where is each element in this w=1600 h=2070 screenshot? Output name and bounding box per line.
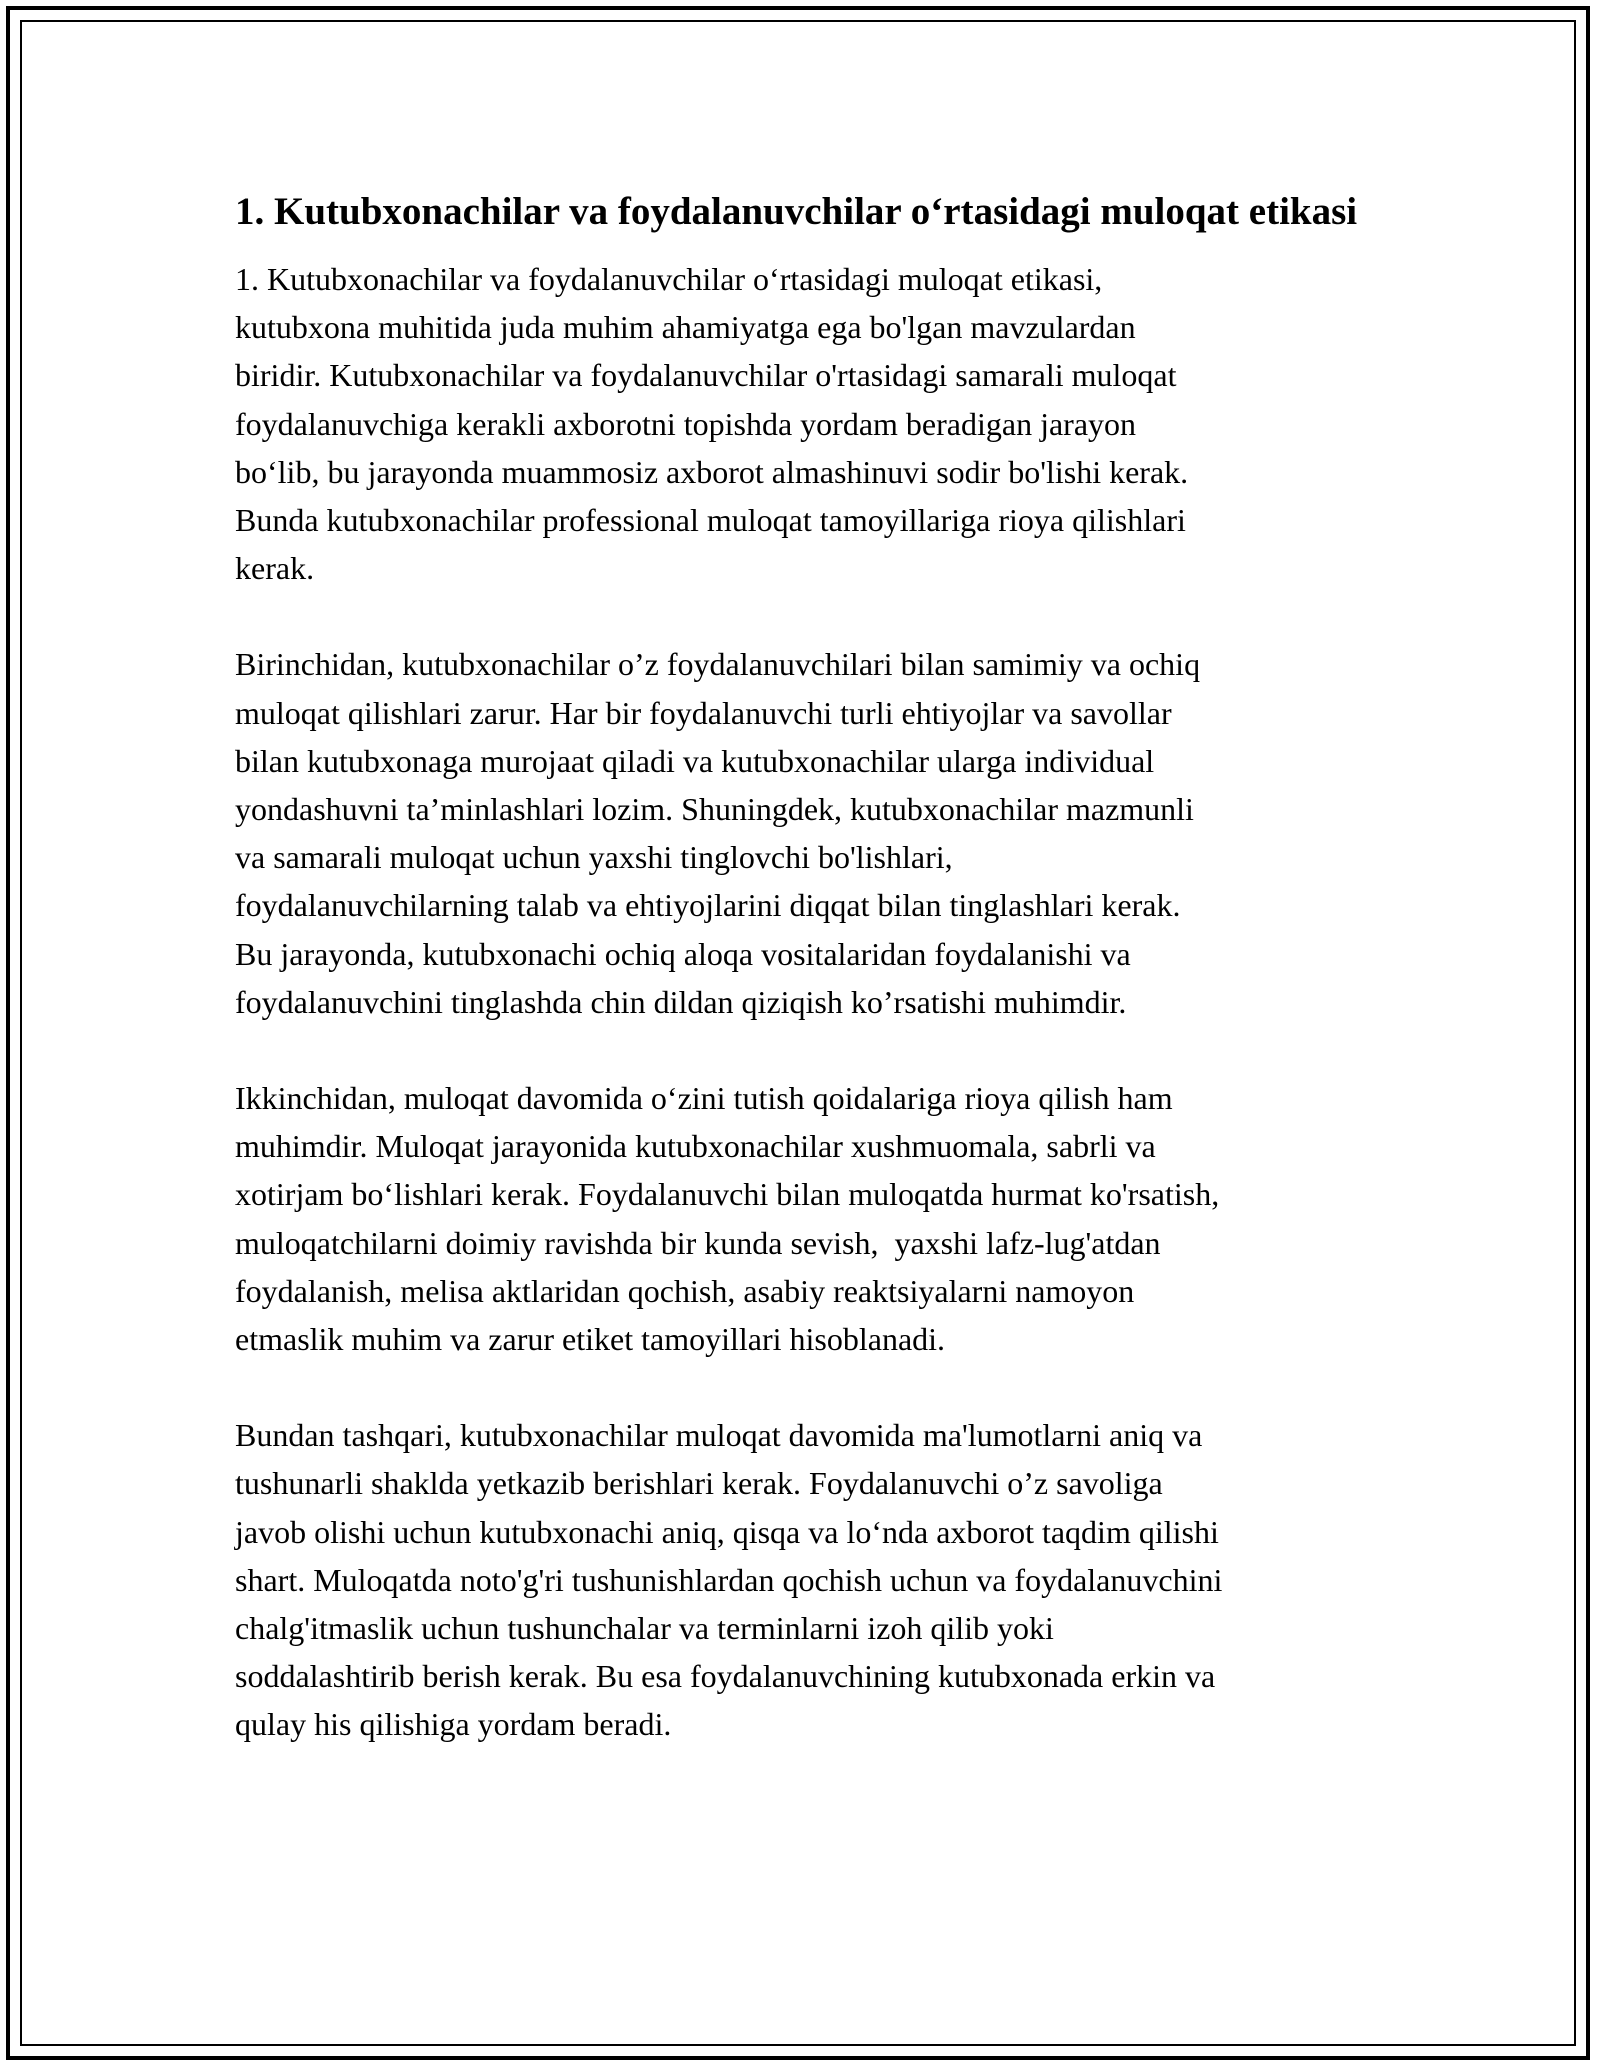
paragraph-additional-point: Bundan tashqari, kutubxonachilar muloqat davomida ma'lumotlarni aniq va tushunarli shaklda yetkazib berishlari kerak. Foydalanuvchi o’z savoliga javob olishi uchun kutubxonachi aniq, qisqa va lo‘nda axborot taqdim qilishi shart. Muloqatda noto'g'ri tushunishlardan qochish uchun va foydalanuvchini chalg'itmaslik uchun tushunchalar va terminlarni izoh qilib yoki soddalashtirib berish kerak. Bu esa foydalanuvchining kutubxonada erkin va qulay his qilishiga yordam beradi. xyxy=(235,1417,1223,1743)
document-body xyxy=(235,185,1375,1797)
paragraph-second-point: Ikkinchidan, muloqat davomida o‘zini tutish qoidalariga rioya qilish ham muhimdir. Muloqat jarayonida kutubxonachilar xushmuomala, sabrli va xotirjam bo‘lishlari kerak. Foydalanuvchi bilan muloqatda hurmat ko'rsatish, muloqatchilarni doimiy ravishda bir kunda sevish, yaxshi lafz-lug'atdan foydalanish, melisa aktlaridan qochish, asabiy reaktsiyalarni namoyon etmaslik muhim va zarur etiket tamoyillari hisoblanadi. xyxy=(235,1080,1220,1358)
paragraph-first-point: Birinchidan, kutubxonachilar o’z foydalanuvchilari bilan samimiy va ochiq muloqat qilishlari zarur. Har bir foydalanuvchi turli ehtiyojlar va savollar bilan kutubxonaga murojaat qiladi va kutubxonachilar ularga individual yondashuvni ta’minlashlari lozim. Shuningdek, kutubxonachilar mazmunli va samarali muloqat uchun yaxshi tinglovchi bo'lishlari, foydalanuvchilarning talab va ehtiyojlarini diqqat bilan tinglashlari kerak. Bu jarayonda, kutubxonachi ochiq aloqa vositalaridan foydalanishi va foydalanuvchini tinglashda chin dildan qiziqish ko’rsatishi muhimdir. xyxy=(235,646,1201,1020)
paragraph-intro: 1. Kutubxonachilar va foydalanuvchilar o‘rtasidagi muloqat etikasi, kutubxona muhitida juda muhim ahamiyatga ega bo'lgan mavzulardan biridir. Kutubxonachilar va foydalanuvchilar o'rtasidagi samarali muloqat foydalanuvchiga kerakli axborotni topishda yordam beradigan jarayon bo‘lib, bu jarayonda muammosiz axborot almashinuvi sodir bo'lishi kerak. Bunda kutubxonachilar professional muloqat tamoyillariga rioya qilishlari kerak. xyxy=(235,261,1189,587)
section-heading: 1. Kutubxonachilar va foydalanuvchilar o‘rtasidagi muloqat etikasi xyxy=(235,190,1358,233)
